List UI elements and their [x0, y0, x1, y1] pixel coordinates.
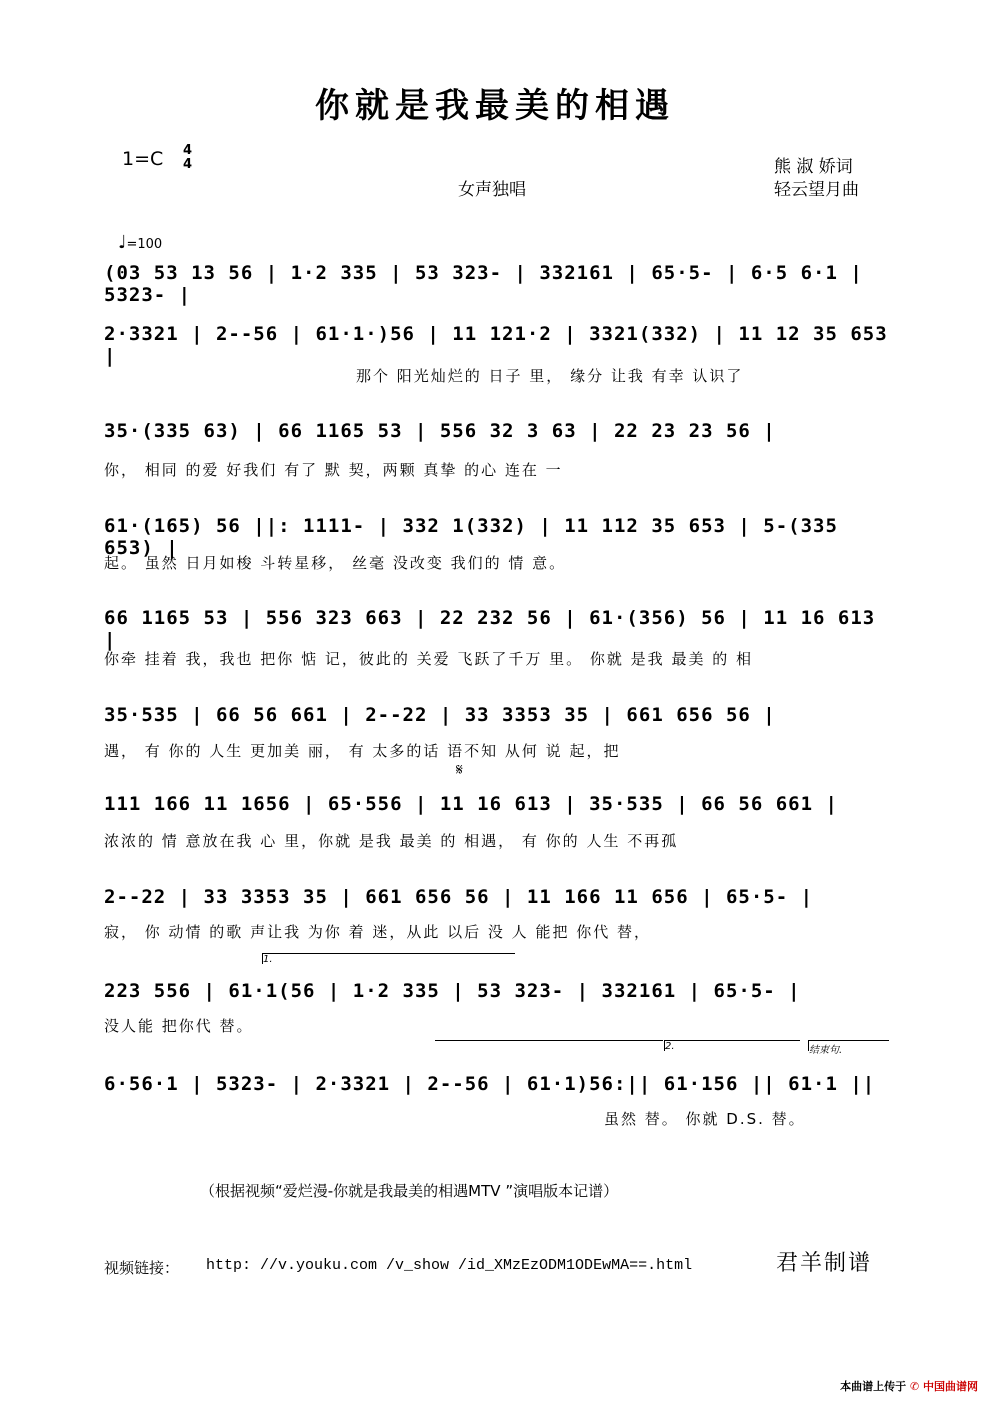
- lyric-row-2: 那个 阳光灿烂的 日子 里， 缘分 让我 有幸 认识了: [356, 367, 744, 385]
- final-ending-bracket: [808, 1040, 889, 1056]
- video-link-label: 视频链接：: [104, 1259, 180, 1277]
- score-row-10: 6·56·1 | 5323- | 2·3321 | 2--56 | 61·1)56:|| 61·156 || 61·1 ||: [104, 1073, 876, 1095]
- first-ending-bracket: [262, 953, 515, 964]
- ending-bracket-line: [435, 1040, 663, 1051]
- score-row-2: 2·3321 | 2--56 | 61·1·)56 | 11 121·2 | 3321(332) | 11 12 35 653 |: [104, 323, 888, 367]
- quarter-note-icon: ♩: [118, 232, 127, 253]
- source-note: （根据视频“爱烂漫-你就是我最美的相遇MTV ”演唱版本记谱）: [200, 1182, 619, 1200]
- upload-credit: [840, 1378, 978, 1394]
- score-row-8: 2--22 | 33 3353 35 | 661 656 56 | 11 166 11 656 | 65·5- |: [104, 886, 814, 908]
- key-signature: 1=C: [122, 148, 164, 170]
- score-row-5: 66 1165 53 | 556 323 663 | 22 232 56 | 61·(356) 56 | 11 16 613 |: [104, 607, 876, 651]
- score-row-3: 35·(335 63) | 66 1165 53 | 556 32 3 63 | 22 23 23 56 |: [104, 420, 776, 442]
- arranger-stamp: 君羊制谱: [776, 1251, 873, 1276]
- lyric-row-8: 寂， 你 动情 的歌 声让我 为你 着 迷，从此 以后 没 人 能把 你代 替，: [104, 923, 651, 941]
- time-signature: [183, 144, 192, 172]
- lyric-row-7: 浓浓的 情 意放在我 心 里，你就 是我 最美 的 相遇， 有 你的 人生 不再孤: [104, 832, 679, 850]
- score-row-1: (03 53 13 56 | 1·2 335 | 53 323- | 332161 | 65·5- | 6·5 6·1 | 5323- |: [104, 262, 863, 306]
- lyric-row-6: 遇， 有 你的 人生 更加美 丽， 有 太多的话 语不知 从何 说 起，把: [104, 742, 621, 760]
- lyric-row-3: 你， 相同 的爱 好我们 有了 默 契，两颗 真挚 的心 连在 一: [104, 461, 563, 479]
- tempo-mark: [118, 232, 162, 253]
- voice-type: 女声独唱: [458, 180, 526, 200]
- segno-sign: 𝄋: [456, 760, 463, 779]
- second-ending-bracket: [664, 1040, 800, 1051]
- time-sig-top: 4: [183, 143, 193, 158]
- score-row-7: 111 166 11 1656 | 65·556 | 11 16 613 | 35·535 | 66 56 661 |: [104, 793, 838, 815]
- upload-text: 本曲谱上传于: [840, 1380, 907, 1393]
- time-sig-bottom: 4: [183, 157, 193, 172]
- second-ending-label: 2.: [665, 1041, 675, 1052]
- first-ending-label: 1.: [263, 954, 273, 965]
- score-row-9: 223 556 | 61·1(56 | 1·2 335 | 53 323- | 332161 | 65·5- |: [104, 980, 801, 1002]
- lyric-row-9: 没人能 把你代 替。: [104, 1017, 254, 1035]
- score-row-4: 61·(165) 56 ||: 1111- | 332 1(332) | 11 112 35 653 | 5-(335 653) |: [104, 515, 838, 559]
- lyric-row-5: 你牵 挂着 我，我也 把你 惦 记，彼此的 关爱 飞跃了千万 里。 你就 是我 最美 的 相: [104, 650, 753, 668]
- video-link[interactable]: http: //v.youku.com /v_show /id_XMzEzODM1ODEwMA==.html: [206, 1257, 693, 1274]
- lyric-row-10: 虽然 替。 你就 D.S. 替。: [604, 1110, 806, 1128]
- song-title: 你就是我最美的相遇: [315, 86, 675, 126]
- site-logo-icon: ✆: [909, 1380, 920, 1393]
- site-brand[interactable]: 中国曲谱网: [923, 1380, 978, 1393]
- tempo-value: =100: [126, 237, 163, 252]
- lyric-row-4: 起。 虽然 日月如梭 斗转星移， 丝毫 没改变 我们的 情 意。: [104, 554, 567, 572]
- composer: 轻云望月曲: [774, 180, 859, 200]
- final-ending-label: 结束句.: [809, 1045, 843, 1056]
- score-row-6: 35·535 | 66 56 661 | 2--22 | 33 3353 35 | 661 656 56 |: [104, 704, 776, 726]
- lyricist: 熊 淑 娇词: [774, 157, 853, 177]
